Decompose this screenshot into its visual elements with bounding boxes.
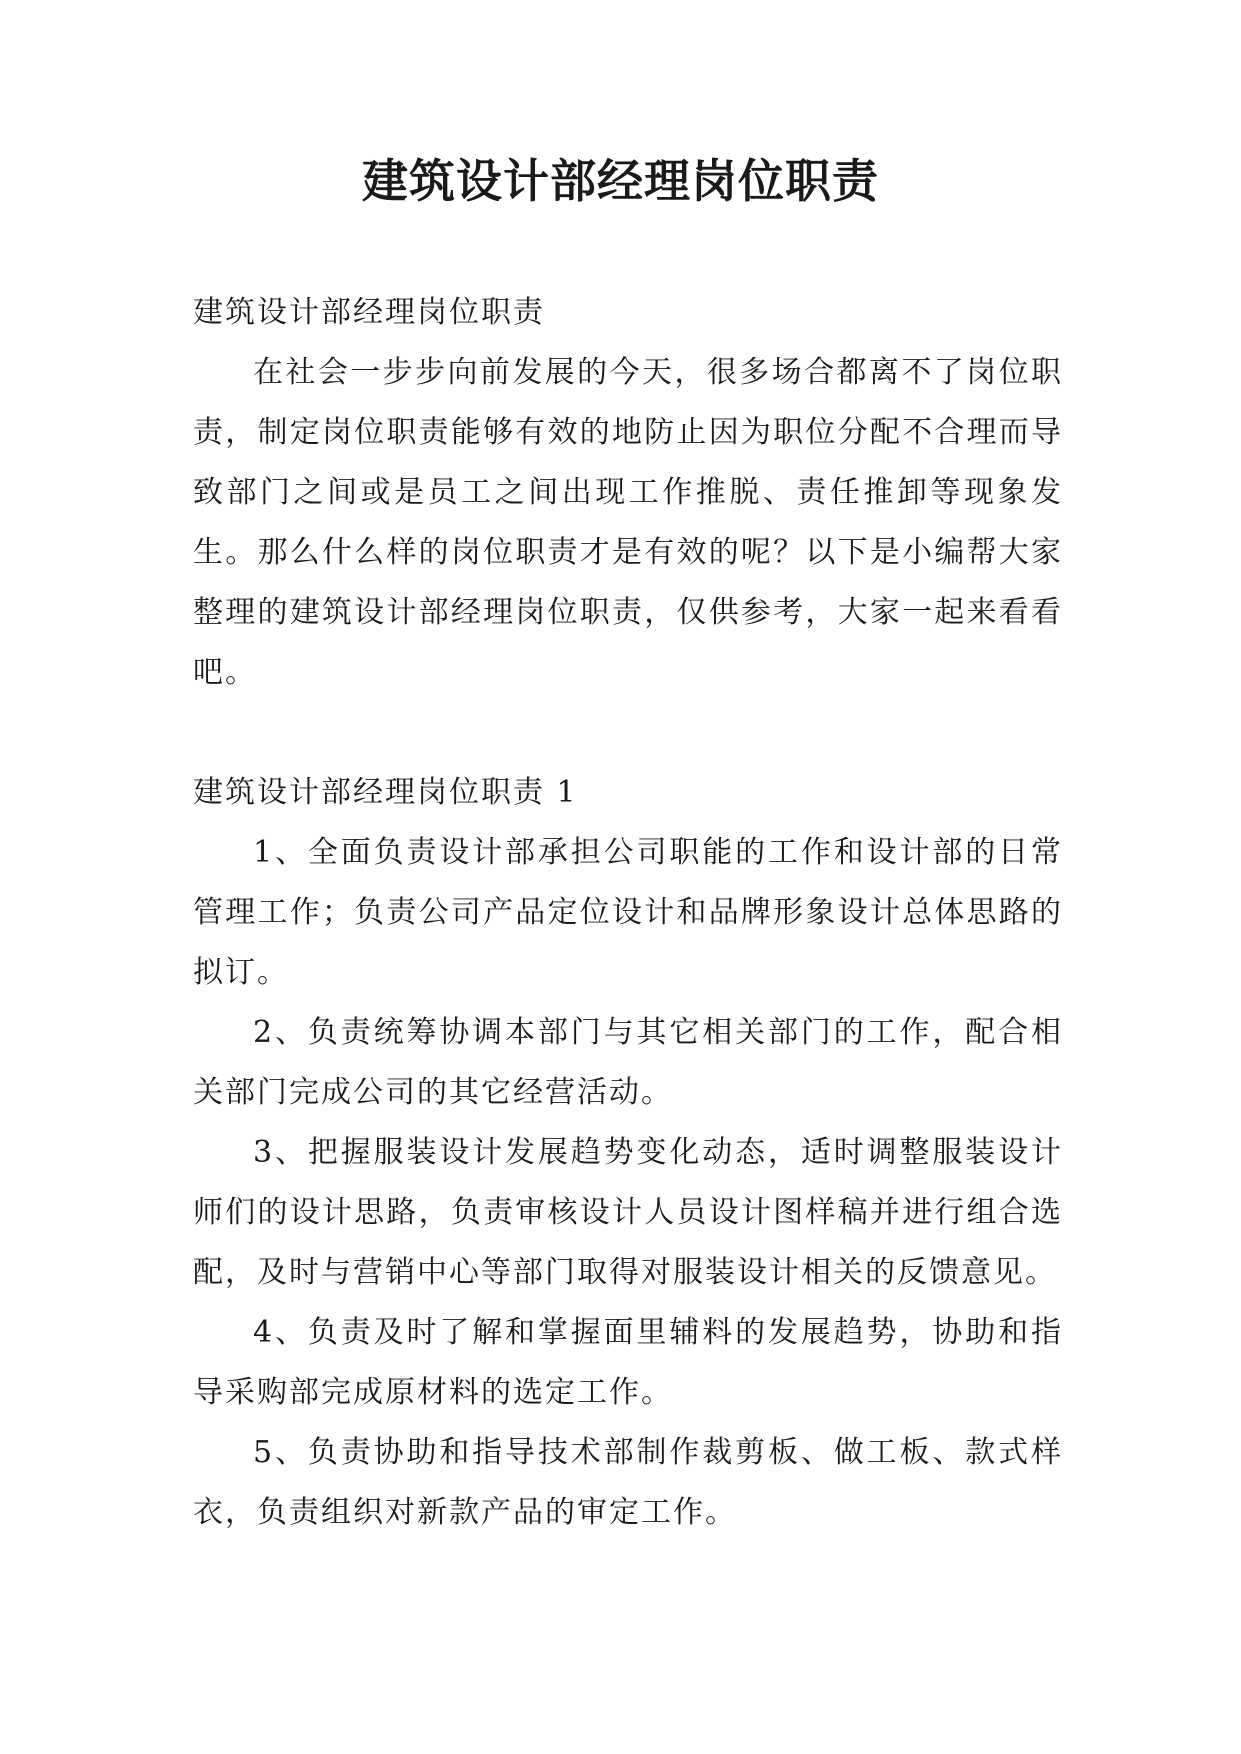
- document-subtitle: 建筑设计部经理岗位职责: [193, 295, 545, 330]
- duty-item-3: 3、把握服装设计发展趋势变化动态，适时调整服装设计师们的设计思路，负责审核设计人员设计图样稿并进行组合选配，及时与营销中心等部门取得对服装设计相关的反馈意见。: [193, 1135, 1063, 1290]
- duty-item-5: 5、负责协助和指导技术部制作裁剪板、做工板、款式样衣，负责组织对新款产品的审定工作。: [193, 1435, 1063, 1530]
- intro-paragraph: 在社会一步步向前发展的今天，很多场合都离不了岗位职责，制定岗位职责能够有效的地防止因为职位分配不合理而导致部门之间或是员工之间出现工作推脱、责任推卸等现象发生。那么什么样的岗位职责才是有效的呢？以下是小编帮大家整理的建筑设计部经理岗位职责，仅供参考，大家一起来看看吧。: [193, 355, 1063, 690]
- document-body: [193, 283, 1063, 1543]
- duty-item-1: 1、全面负责设计部承担公司职能的工作和设计部的日常管理工作；负责公司产品定位设计和品牌形象设计总体思路的拟订。: [193, 835, 1063, 990]
- section-heading: 建筑设计部经理岗位职责 1: [193, 775, 578, 810]
- duty-item-2: 2、负责统筹协调本部门与其它相关部门的工作，配合相关部门完成公司的其它经营活动。: [193, 1015, 1063, 1110]
- document-title: 建筑设计部经理岗位职责: [362, 154, 879, 208]
- duty-item-4: 4、负责及时了解和掌握面里辅料的发展趋势，协助和指导采购部完成原材料的选定工作。: [193, 1315, 1063, 1410]
